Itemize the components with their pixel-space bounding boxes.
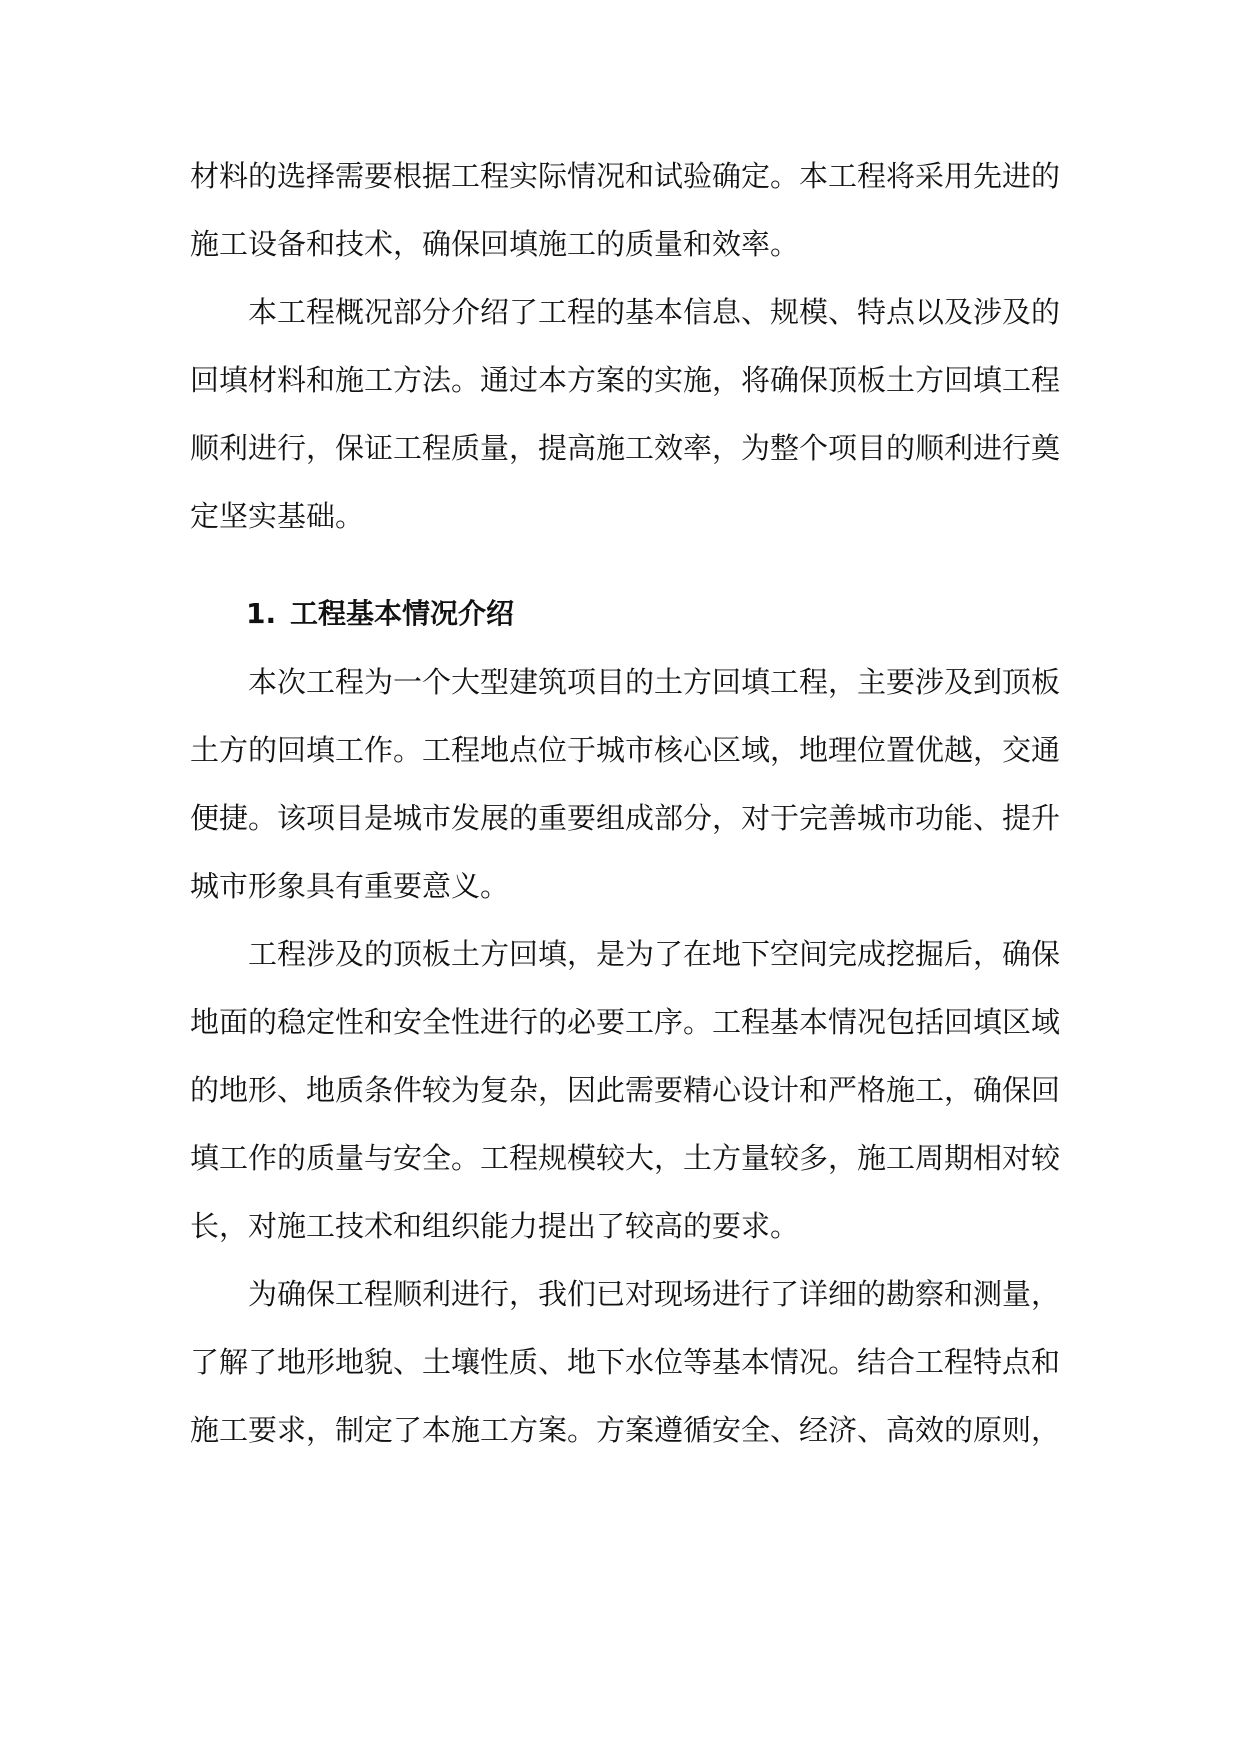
text-line: 为确保工程顺利进行，我们已对现场进行了详细的勘察和测量， <box>248 1277 1061 1311</box>
text-line: 施工要求，制定了本施工方案。方案遵循安全、经济、高效的原则， <box>190 1413 1061 1447</box>
text-line: 地面的稳定性和安全性进行的必要工序。工程基本情况包括回填区域 <box>190 1005 1061 1039</box>
text-line: 材料的选择需要根据工程实际情况和试验确定。本工程将采用先进的 <box>190 159 1061 193</box>
text-line: 回填材料和施工方法。通过本方案的实施，将确保顶板土方回填工程 <box>190 363 1061 397</box>
paragraph-materials <box>190 142 1060 278</box>
text-line: 填工作的质量与安全。工程规模较大，土方量较多，施工周期相对较 <box>190 1141 1061 1175</box>
section-heading <box>190 580 1060 648</box>
text-line: 的地形、地质条件较为复杂，因此需要精心设计和严格施工，确保回 <box>190 1073 1061 1107</box>
paragraph-backfill-details <box>190 920 1060 1260</box>
section-number: 1. <box>246 597 277 630</box>
text-line: 了解了地形地貌、土壤性质、地下水位等基本情况。结合工程特点和 <box>190 1345 1061 1379</box>
paragraph-site-survey <box>190 1260 1060 1464</box>
text-line: 本次工程为一个大型建筑项目的土方回填工程，主要涉及到顶板 <box>248 665 1061 699</box>
text-line: 顺利进行，保证工程质量，提高施工效率，为整个项目的顺利进行奠 <box>190 431 1061 465</box>
text-line: 长，对施工技术和组织能力提出了较高的要求。 <box>190 1209 800 1243</box>
text-line: 工程涉及的顶板土方回填，是为了在地下空间完成挖掘后，确保 <box>248 937 1061 971</box>
section-title: 工程基本情况介绍 <box>290 597 515 630</box>
document-body <box>190 142 1060 1464</box>
text-line: 定坚实基础。 <box>190 499 365 533</box>
text-line: 本工程概况部分介绍了工程的基本信息、规模、特点以及涉及的 <box>248 295 1061 329</box>
text-line: 施工设备和技术，确保回填施工的质量和效率。 <box>190 227 800 261</box>
paragraph-project-intro <box>190 648 1060 920</box>
text-line: 土方的回填工作。工程地点位于城市核心区域，地理位置优越，交通 <box>190 733 1061 767</box>
text-line: 城市形象具有重要意义。 <box>190 869 510 903</box>
paragraph-overview-summary <box>190 278 1060 550</box>
text-line: 便捷。该项目是城市发展的重要组成部分，对于完善城市功能、提升 <box>190 801 1061 835</box>
